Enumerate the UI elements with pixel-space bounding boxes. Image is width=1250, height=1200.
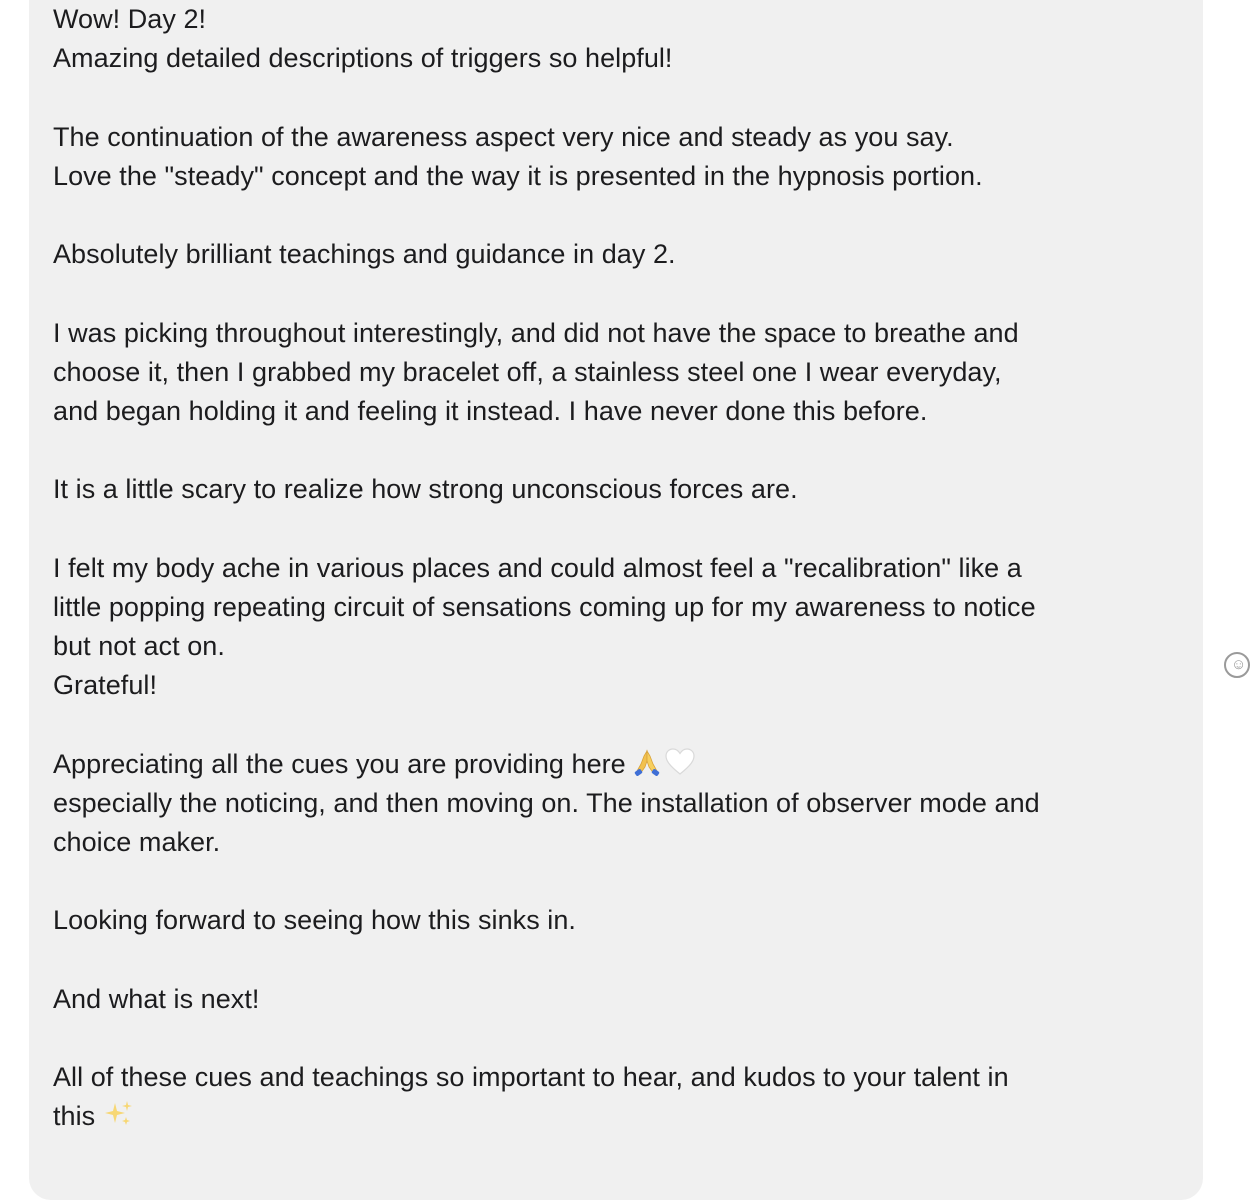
message-line-with-emoji [53,745,1203,784]
message-line: Wow! Day 2! [53,4,207,34]
message-text [53,0,1203,1136]
paragraph-gap [53,705,1203,744]
paragraph-gap [53,862,1203,901]
paragraph-2 [53,118,1203,196]
message-line: Appreciating all the cues you are providing here [53,748,626,779]
message-line: Love the "steady" concept and the way it is presented in the hypnosis portion. [53,160,983,191]
message-line: The continuation of the awareness aspect very nice and steady as you say. [53,121,954,152]
message-line: choose it, then I grabbed my bracelet off, a stainless steel one I wear everyday, [53,356,1002,387]
message-line: And what is next! [53,983,260,1014]
message-line: little popping repeating circuit of sensations coming up for my awareness to notice [53,591,1036,622]
message-line: I felt my body ache in various places and could almost feel a "recalibration" like a [53,552,1022,583]
message-line: but not act on. [53,631,225,661]
message-line-with-emoji [53,1097,1203,1136]
message-line: I was picking throughout interestingly, and did not have the space to breathe and [53,317,1019,348]
message-bubble [29,0,1203,1200]
paragraph-8 [53,901,1203,940]
paragraph-gap [53,78,1203,117]
message-line: All of these cues and teachings so important to hear, and kudos to your talent in [53,1062,1009,1093]
white-heart-icon [664,747,696,777]
paragraph-1 [53,0,1203,78]
message-line: Amazing detailed descriptions of triggers so helpful! [53,43,673,74]
paragraph-9 [53,980,1203,1019]
reaction-smiley-icon[interactable]: ☺ [1224,652,1250,678]
paragraph-10 [53,1058,1203,1136]
message-line: especially the noticing, and then moving on. The installation of observer mode and [53,787,1040,818]
message-line: Looking forward to seeing how this sinks in. [53,905,576,936]
paragraph-3 [53,235,1203,274]
paragraph-gap [53,274,1203,313]
message-line: this [53,1101,96,1132]
paragraph-gap [53,196,1203,235]
folded-hands-icon [632,747,662,777]
paragraph-7 [53,745,1203,863]
message-line: Grateful! [53,670,157,701]
paragraph-5 [53,470,1203,509]
message-line: choice maker. [53,826,221,857]
message-line: Absolutely brilliant teachings and guidance in day 2. [53,239,676,270]
paragraph-gap [53,431,1203,470]
paragraph-gap [53,1019,1203,1058]
paragraph-6 [53,549,1203,706]
message-line: It is a little scary to realize how strong unconscious forces are. [53,474,798,505]
paragraph-4 [53,314,1203,432]
message-line: and began holding it and feeling it instead. I have never done this before. [53,395,928,426]
sparkles-icon [103,1099,135,1129]
paragraph-gap [53,941,1203,980]
paragraph-gap [53,509,1203,548]
